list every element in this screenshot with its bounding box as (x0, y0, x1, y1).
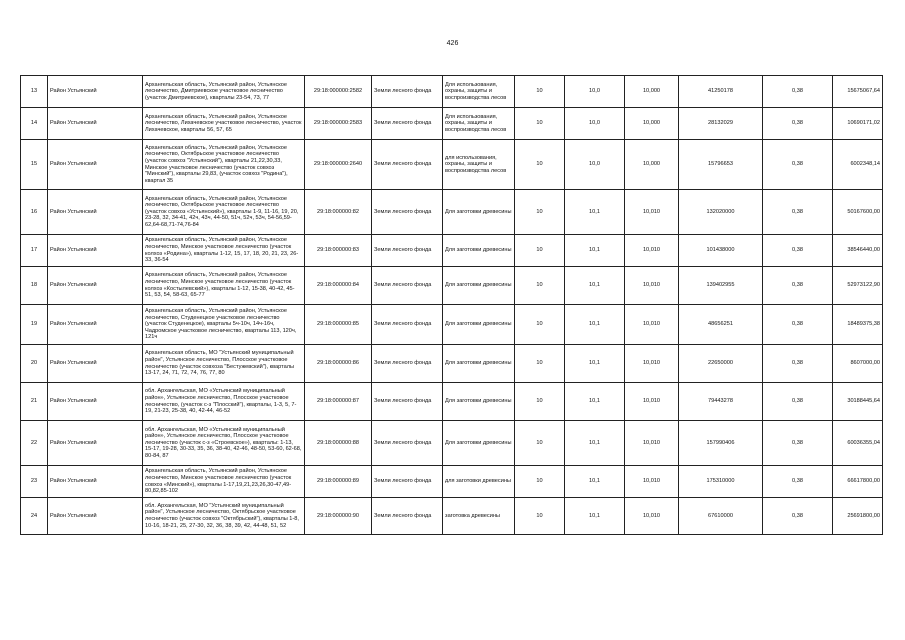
row-number: 20 (21, 345, 48, 383)
value-cell-2: 10,0 (565, 108, 625, 140)
value-cell-3: 10,010 (625, 383, 679, 421)
value-cell-1: 10 (515, 383, 565, 421)
rate-cell: 0,38 (763, 140, 833, 190)
value-cell-1: 10 (515, 421, 565, 466)
row-number: 23 (21, 466, 48, 498)
row-number: 19 (21, 305, 48, 345)
sum-cell: 30188445,64 (833, 383, 883, 421)
address-cell: Архангельская область, МО "Устьянский муниципальный район", Устьянское лесничество, Плосское участковое лесничество (участок совхоза "Бестужевский"), кварталы 13-17, 24, 71, 72, 74, 76, 77, 80 (143, 345, 305, 383)
table-row (21, 383, 883, 421)
rate-cell: 0,38 (763, 235, 833, 267)
table-row (21, 108, 883, 140)
permitted-use-cell: Для заготовки древесины (443, 305, 515, 345)
area-cell: 101438000 (679, 235, 763, 267)
district-cell: Район Устьянский (48, 345, 143, 383)
rate-cell: 0,38 (763, 421, 833, 466)
land-category-cell: Земли лесного фонда (372, 267, 443, 305)
permitted-use-cell: Для заготовки древесины (443, 421, 515, 466)
row-number: 24 (21, 498, 48, 535)
area-cell: 22650000 (679, 345, 763, 383)
cadastral-number-cell: 29:18:000000:84 (305, 267, 372, 305)
district-cell: Район Устьянский (48, 305, 143, 345)
land-category-cell: Земли лесного фонда (372, 498, 443, 535)
value-cell-2: 10,1 (565, 466, 625, 498)
sum-cell: 60036355,04 (833, 421, 883, 466)
cadastral-number-cell: 29:18:000000:87 (305, 383, 372, 421)
land-category-cell: Земли лесного фонда (372, 466, 443, 498)
district-cell: Район Устьянский (48, 421, 143, 466)
value-cell-3: 10,010 (625, 305, 679, 345)
value-cell-3: 10,010 (625, 345, 679, 383)
address-cell: Архангельская область, Устьянский район, Устьянское лесничество, Дмитриевское участковое лесничество (участок Дмитриевское), кварталы 23-54, 73, 77 (143, 76, 305, 108)
land-category-cell: Земли лесного фонда (372, 235, 443, 267)
permitted-use-cell: Для использования, охраны, защиты и воспроизводства лесов (443, 108, 515, 140)
address-cell: Архангельская область, Устьянский район, Устьянское лесничество, Октябрьское участковое лесничество (участок совхоз «Устьянский»), кварталы 1-9, 11-16, 19, 20, 23-28, 32, 34-41, 42ч, 43ч, 44-50, 51ч, 52ч, 53ч, 54-56,59-62,64-68,71-74,76-84 (143, 190, 305, 235)
address-cell: Архангельская область, Устьянский район, Устьянское лесничество, Минское участковое лесничество (участок колхоз «Костылевский»), кварталы 1-12, 15-38, 40-42, 45-51, 53, 54, 58-63, 65-77 (143, 267, 305, 305)
district-cell: Район Устьянский (48, 498, 143, 535)
value-cell-3: 10,010 (625, 421, 679, 466)
land-category-cell: Земли лесного фонда (372, 140, 443, 190)
address-cell: Архангельская область, Устьянский район, Устьянское лесничество, Минское участковое лесничество (участок совхоз «Минский»), кварталы 1-17,19,21,23,26,30-47,49-80,82,85-102 (143, 466, 305, 498)
rate-cell: 0,38 (763, 76, 833, 108)
cadastral-number-cell: 29:18:000000:85 (305, 305, 372, 345)
district-cell: Район Устьянский (48, 76, 143, 108)
land-category-cell: Земли лесного фонда (372, 76, 443, 108)
permitted-use-cell: заготовка древесины (443, 498, 515, 535)
rate-cell: 0,38 (763, 267, 833, 305)
area-cell: 132020000 (679, 190, 763, 235)
address-cell: Архангельская область, Устьянский район, Устьянское лесничество, Минское участковое лесничество (участок колхоз «Родина»), кварталы 1-12, 15, 17, 18, 20, 21, 23, 26-33, 36-54 (143, 235, 305, 267)
value-cell-3: 10,000 (625, 140, 679, 190)
permitted-use-cell: Для заготовки древесины (443, 267, 515, 305)
rate-cell: 0,38 (763, 466, 833, 498)
page-number: 426 (446, 40, 459, 47)
sum-cell: 25691800,00 (833, 498, 883, 535)
permitted-use-cell: для заготовки древесины (443, 466, 515, 498)
cadastral-number-cell: 29:18:000000:2583 (305, 108, 372, 140)
rate-cell: 0,38 (763, 190, 833, 235)
permitted-use-cell: для использования, охраны, защиты и воспроизводства лесов (443, 140, 515, 190)
permitted-use-cell: Для заготовки древесины (443, 190, 515, 235)
area-cell: 48656251 (679, 305, 763, 345)
row-number: 18 (21, 267, 48, 305)
value-cell-1: 10 (515, 76, 565, 108)
value-cell-1: 10 (515, 305, 565, 345)
sum-cell: 6002348,14 (833, 140, 883, 190)
table-row (21, 140, 883, 190)
table-row (21, 235, 883, 267)
cadastral-number-cell: 29:18:000000:2640 (305, 140, 372, 190)
table-row (21, 421, 883, 466)
value-cell-2: 10,1 (565, 498, 625, 535)
sum-cell: 38546440,00 (833, 235, 883, 267)
address-cell: обл. Архангельская, МО "Устьянский муниципальный район", Устьянское лесничество, Октябрьское участковое лесничество (участок совхоз "Октябрьский"), кварталы 1-8, 10-16, 18-21, 25, 27-30, 32, 36, 38, 39, 42, 44-48, 51, 52 (143, 498, 305, 535)
address-cell: обл. Архангельская, МО «Устьянский муниципальный район», Устьянское лесничество, Плосское участковое лесничество (участок с-з «Строевское»), кварталы: 1-13, 15-17, 19-28, 30-33, 35, 36, 38-40, 42-46, 48-50, 53-60, 62-68, 80-84, 87 (143, 421, 305, 466)
district-cell: Район Устьянский (48, 267, 143, 305)
area-cell: 175310000 (679, 466, 763, 498)
land-registry-table (20, 75, 883, 535)
cadastral-number-cell: 29:18:000000:2582 (305, 76, 372, 108)
cadastral-number-cell: 29:18:000000:82 (305, 190, 372, 235)
land-category-cell: Земли лесного фонда (372, 421, 443, 466)
district-cell: Район Устьянский (48, 140, 143, 190)
area-cell: 28132029 (679, 108, 763, 140)
value-cell-1: 10 (515, 345, 565, 383)
area-cell: 41250178 (679, 76, 763, 108)
value-cell-2: 10,0 (565, 76, 625, 108)
permitted-use-cell: Для заготовки древесины (443, 383, 515, 421)
value-cell-2: 10,1 (565, 235, 625, 267)
district-cell: Район Устьянский (48, 383, 143, 421)
permitted-use-cell: Для использования, охраны, защиты и воспроизводства лесов (443, 76, 515, 108)
sum-cell: 15675067,64 (833, 76, 883, 108)
value-cell-3: 10,010 (625, 498, 679, 535)
value-cell-2: 10,1 (565, 190, 625, 235)
row-number: 13 (21, 76, 48, 108)
sum-cell: 10690171,02 (833, 108, 883, 140)
cadastral-number-cell: 29:18:000000:88 (305, 421, 372, 466)
area-cell: 15796653 (679, 140, 763, 190)
value-cell-1: 10 (515, 267, 565, 305)
value-cell-3: 10,010 (625, 190, 679, 235)
cadastral-number-cell: 29:18:000000:89 (305, 466, 372, 498)
rate-cell: 0,38 (763, 305, 833, 345)
table-body (21, 76, 883, 535)
table-row (21, 267, 883, 305)
sum-cell: 50167600,00 (833, 190, 883, 235)
address-cell: Архангельская область, Устьянский район, Устьянское лесничество, Студенецкое участковое лесничество (участок Студенецкое), кварталы 5ч-10ч, 14ч-16ч, Чадромское участковое лесничество, кварталы 113, 120ч, 121ч (143, 305, 305, 345)
area-cell: 139402955 (679, 267, 763, 305)
cadastral-number-cell: 29:18:000000:86 (305, 345, 372, 383)
table-row (21, 190, 883, 235)
address-cell: Архангельская область, Устьянский район, Устьянское лесничество, Октябрьское участковое лесничество (участок совхоз "Устьянский"), кварталы 21,22,30,33, Минское участковое лесничество (участок совхоз "Минский"), кварталы 29,83, (участок совхоз "Родина"), квартал 35 (143, 140, 305, 190)
row-number: 16 (21, 190, 48, 235)
land-category-cell: Земли лесного фонда (372, 190, 443, 235)
permitted-use-cell: Для заготовки древесины (443, 235, 515, 267)
rate-cell: 0,38 (763, 108, 833, 140)
value-cell-2: 10,1 (565, 345, 625, 383)
land-category-cell: Земли лесного фонда (372, 345, 443, 383)
value-cell-1: 10 (515, 190, 565, 235)
value-cell-2: 10,1 (565, 421, 625, 466)
value-cell-3: 10,010 (625, 235, 679, 267)
rate-cell: 0,38 (763, 345, 833, 383)
value-cell-3: 10,010 (625, 466, 679, 498)
table-row (21, 76, 883, 108)
table-row (21, 345, 883, 383)
value-cell-2: 10,1 (565, 305, 625, 345)
cadastral-number-cell: 29:18:000000:83 (305, 235, 372, 267)
area-cell: 157990406 (679, 421, 763, 466)
value-cell-1: 10 (515, 498, 565, 535)
sum-cell: 18489375,38 (833, 305, 883, 345)
land-category-cell: Земли лесного фонда (372, 383, 443, 421)
value-cell-1: 10 (515, 466, 565, 498)
row-number: 22 (21, 421, 48, 466)
value-cell-3: 10,000 (625, 76, 679, 108)
row-number: 17 (21, 235, 48, 267)
value-cell-2: 10,0 (565, 140, 625, 190)
address-cell: обл. Архангельская, МО «Устьянский муниципальный район», Устьянское лесничество, Плосское участковое лесничество, (участок с-з "Плосский"), кварталы, 1-3, 5, 7-19, 21-23, 25-38, 40, 42-44, 46-52 (143, 383, 305, 421)
sum-cell: 52973122,90 (833, 267, 883, 305)
value-cell-1: 10 (515, 235, 565, 267)
sum-cell: 66617800,00 (833, 466, 883, 498)
district-cell: Район Устьянский (48, 235, 143, 267)
area-cell: 67610000 (679, 498, 763, 535)
permitted-use-cell: Для заготовки древесины (443, 345, 515, 383)
table-row (21, 305, 883, 345)
value-cell-1: 10 (515, 108, 565, 140)
value-cell-2: 10,1 (565, 267, 625, 305)
value-cell-3: 10,000 (625, 108, 679, 140)
table-row (21, 498, 883, 535)
row-number: 14 (21, 108, 48, 140)
area-cell: 79443278 (679, 383, 763, 421)
land-category-cell: Земли лесного фонда (372, 305, 443, 345)
cadastral-number-cell: 29:18:000000:90 (305, 498, 372, 535)
value-cell-2: 10,1 (565, 383, 625, 421)
rate-cell: 0,38 (763, 498, 833, 535)
district-cell: Район Устьянский (48, 108, 143, 140)
address-cell: Архангельская область, Устьянский район, Устьянское лесничество, Лихачевское участковое лесничество, участок Лихачевское, кварталы 56, 57, 65 (143, 108, 305, 140)
value-cell-3: 10,010 (625, 267, 679, 305)
land-category-cell: Земли лесного фонда (372, 108, 443, 140)
row-number: 15 (21, 140, 48, 190)
sum-cell: 8607000,00 (833, 345, 883, 383)
table-row (21, 466, 883, 498)
rate-cell: 0,38 (763, 383, 833, 421)
row-number: 21 (21, 383, 48, 421)
district-cell: Район Устьянский (48, 190, 143, 235)
value-cell-1: 10 (515, 140, 565, 190)
district-cell: Район Устьянский (48, 466, 143, 498)
